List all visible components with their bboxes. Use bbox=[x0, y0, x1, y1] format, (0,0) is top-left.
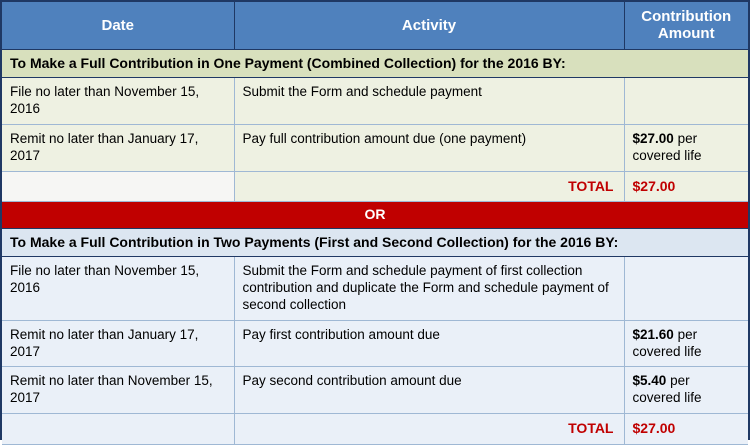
table-row bbox=[2, 367, 748, 414]
row-date: Remit no later than January 17, 2017 bbox=[2, 124, 234, 171]
total-label: TOTAL bbox=[234, 414, 624, 445]
row-amount-unit: per covered life bbox=[632, 130, 702, 163]
section-one-title-row bbox=[2, 49, 748, 78]
total-value: $27.00 bbox=[624, 171, 748, 202]
row-activity: Submit the Form and schedule payment bbox=[234, 78, 624, 125]
column-header-date: Date bbox=[2, 2, 234, 49]
row-date: Remit no later than January 17, 2017 bbox=[2, 320, 234, 367]
header-row bbox=[2, 2, 748, 49]
schedule-table bbox=[2, 2, 748, 445]
row-date: File no later than November 15, 2016 bbox=[2, 78, 234, 125]
section-one-total-row bbox=[2, 171, 748, 202]
row-activity: Submit the Form and schedule payment of first collection contribution and duplicate the Form and schedule payment of second collection bbox=[234, 257, 624, 321]
row-amount bbox=[624, 367, 748, 414]
row-date: File no later than November 15, 2016 bbox=[2, 257, 234, 321]
table-body bbox=[2, 49, 748, 444]
row-amount-unit: per covered life bbox=[632, 373, 702, 406]
row-amount bbox=[624, 320, 748, 367]
total-spacer bbox=[2, 171, 234, 202]
section-two-title-row bbox=[2, 228, 748, 257]
row-amount bbox=[624, 124, 748, 171]
or-divider-row bbox=[2, 202, 748, 229]
column-header-activity: Activity bbox=[234, 2, 624, 49]
table-row bbox=[2, 124, 748, 171]
row-amount bbox=[624, 257, 748, 321]
section-one-title: To Make a Full Contribution in One Payment (Combined Collection) for the 2016 BY: bbox=[2, 49, 748, 78]
row-amount-unit: per covered life bbox=[632, 326, 702, 359]
row-amount-value: $21.60 bbox=[632, 326, 674, 342]
total-value: $27.00 bbox=[624, 414, 748, 445]
row-amount bbox=[624, 78, 748, 125]
row-activity: Pay first contribution amount due bbox=[234, 320, 624, 367]
row-amount-value: $27.00 bbox=[632, 130, 674, 146]
row-date: Remit no later than November 15, 2017 bbox=[2, 367, 234, 414]
table-header bbox=[2, 2, 748, 49]
row-activity: Pay second contribution amount due bbox=[234, 367, 624, 414]
section-two-title: To Make a Full Contribution in Two Payments (First and Second Collection) for the 2016 BY: bbox=[2, 228, 748, 257]
row-activity: Pay full contribution amount due (one payment) bbox=[234, 124, 624, 171]
column-header-contribution-amount: Contribution Amount bbox=[624, 2, 748, 49]
row-amount-value: $5.40 bbox=[632, 373, 667, 389]
table-row bbox=[2, 257, 748, 321]
table-row bbox=[2, 78, 748, 125]
or-divider: OR bbox=[2, 202, 748, 229]
table-row bbox=[2, 320, 748, 367]
total-label: TOTAL bbox=[234, 171, 624, 202]
